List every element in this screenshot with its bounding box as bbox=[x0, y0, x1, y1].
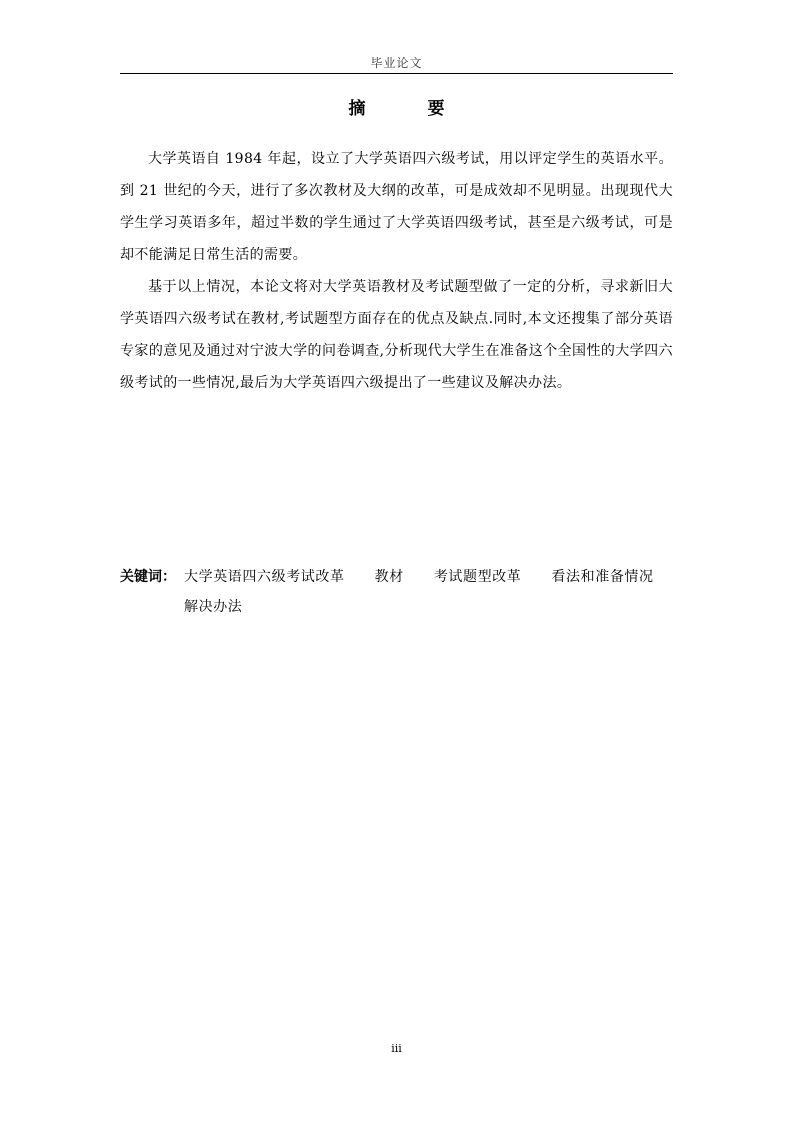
keyword-item: 看法和准备情况 bbox=[551, 569, 654, 585]
keyword-item: 考试题型改革 bbox=[433, 569, 522, 585]
abstract-paragraph-2: 基于以上情况，本论文将对大学英语教材及考试题型做了一定的分析，寻求新旧大学英语四六级考试在教材,考试题型方面存在的优点及缺点.同时,本文还搜集了部分英语专家的意见及通过对宁波大学的问卷调查,分析现代大学生在准备这个全国性的大学四六级考试的一些情况,最后为大学英语四六级提出了一些建议及解决办法。 bbox=[120, 279, 673, 391]
keyword-item: 大学英语四六级考试改革 bbox=[184, 569, 345, 585]
abstract-body bbox=[120, 143, 673, 399]
header-rule bbox=[120, 73, 673, 74]
page-number: iii bbox=[391, 1042, 402, 1055]
keyword-item: 解决办法 bbox=[184, 599, 243, 615]
abstract-title: 摘 要 bbox=[348, 99, 473, 119]
keywords-label: 关键词： bbox=[120, 569, 176, 585]
keywords-section bbox=[120, 562, 673, 622]
running-header: 毕业论文 bbox=[370, 56, 423, 70]
keyword-item: 教材 bbox=[374, 569, 404, 585]
abstract-paragraph-1: 大学英语自 1984 年起，设立了大学英语四六级考试，用以评定学生的英语水平。到 21 世纪的今天，进行了多次教材及大纲的改革，可是成效却不见明显。出现现代大学生学习英语多年，超过半数的学生通过了大学英语四级考试，甚至是六级考试，可是却不能满足日常生活的需要。 bbox=[120, 151, 673, 263]
